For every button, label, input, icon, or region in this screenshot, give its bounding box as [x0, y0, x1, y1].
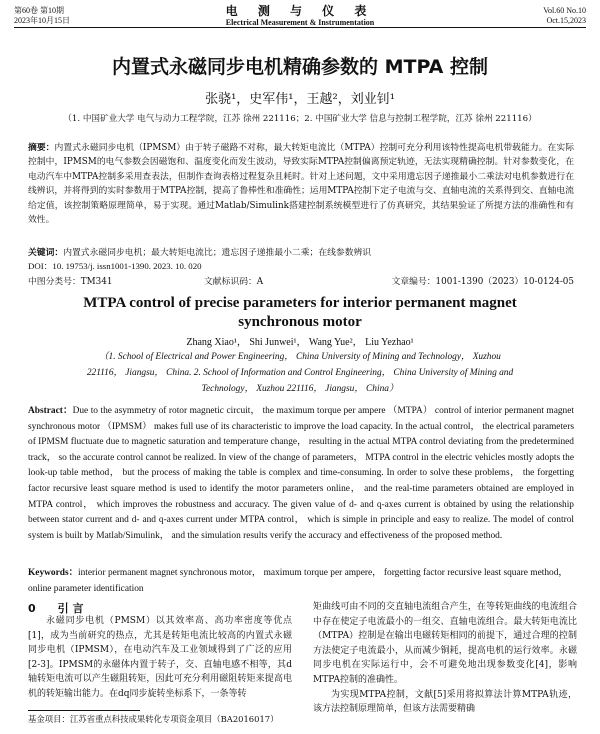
journal-header-center	[0, 4, 600, 28]
funding-note: 基金项目：江苏省重点科技成果转化专项资金项目（BA2016017）	[28, 714, 279, 724]
keywords-en-label: Keywords：	[28, 568, 78, 578]
article-number: 文章编号：1001-1390（2023）10-0124-05	[391, 277, 574, 287]
clc-number: 中图分类号：TM341	[28, 277, 113, 287]
abstract-zh-text: 内置式永磁同步电机（IPMSM）由于转子磁路不对称，最大转矩电流比（MTPA）控制可充分利用该特性提高电机带载能力。在实际控制中，IPMSM的电气参数会因磁饱和、温度变化而发生波动，导致实际MTPA控制偏离预定轨迹，无法实现精确控制。针对参数变化，在电动汽车中MTPA控制多采用查表法，但制作查询表格过程复杂且耗时。针对上述问题，文中采用遗忘因子递推最小二乘法对电机参数进行在线辨识，并将得到的实时参数用于MTPA控制，提高了鲁棒性和准确性；运用MTPA控制下定子电流与交、直轴电流的关系得到交、直轴电流给定值，该控制策略原理简单，易于实现。通过Matlab/Simulink搭建控制系统模型进行了仿真研究，其结果验证了所提方法的准确性和有效性。	[28, 143, 574, 226]
date-zh: 2023年10月15日	[14, 16, 70, 25]
abstract-en-text: Due to the asymmetry of rotor magnetic circuit， the maximum torque per ampere （MTPA） control of interior permanent magnet synchronous motor （IPMSM） makes full use of its characteristic to improve the load capacity. In the actual control， the electrical parameters of IPMSM fluctuate due to magnetic saturation and temperature change， resulting in the actual MTPA control deviating from the predetermined track， so the accurate control cannot be realized. In view of the change of parameters， MTPA control in the electric vehicles mostly adopts the look-up table method， but the process of making the table is complex and time-consuming. In order to solve these problems， the forgetting factor recursive least square method is used to identify the motor parameters online， and the real-time parameters obtained are employed in MTPA control， which improves the robustness and accuracy. The given value of d- and q-axes current is obtained by using the relationship between stator current and d- and q-axes current under MTPA control， which is simple in principle and easy to realize. The model of control system is built by Matlab/Simulink， and the simulation results verify the accuracy and effectiveness of the proposed method.	[28, 406, 575, 541]
abstract-en	[28, 404, 574, 544]
volume-issue-en: Vol.60 No.10	[543, 6, 586, 15]
intro-right-column	[313, 600, 577, 717]
section-title: 引 言	[57, 602, 84, 615]
section-number: 0	[28, 602, 36, 615]
keywords-zh-label: 关键词：	[28, 248, 64, 258]
abstract-en-label: Abstract：	[28, 406, 73, 416]
date-en: Oct.15,2023	[546, 16, 586, 25]
paper-title-en	[0, 294, 600, 332]
doi: DOI：10. 19753/j. issn1001-1390. 2023. 10. 020	[28, 261, 202, 271]
intro-right-paragraph-1: 矩曲线可由不同的交直轴电流组合产生，在等转矩曲线的电流组合中存在使定子电流最小的一组交、直轴电流组合。最大转矩电流比（MTPA）控制是在输出电磁转矩相同的前提下，通过合理的控制方法使定子电流最小，从而减少铜耗，提高电机的运行效率。永磁同步电机在实际运行中，会不可避免地出现参数变化[4]，影响MTPA控制的准确性。	[313, 602, 577, 685]
keywords-en-text: interior permanent magnet synchronous motor， maximum torque per ampere， forgetting factor recursive least square method， online parameter identification	[28, 568, 568, 594]
keywords-zh-text: 内置式永磁同步电机；最大转矩电流比；遗忘因子递推最小二乘；在线参数辨识	[63, 248, 372, 258]
journal-name-en: Electrical Measurement & Instrumentation	[225, 18, 375, 27]
authors-en: Zhang Xiao¹， Shi Junwei¹， Wang Yue²， Liu Yezhao¹	[186, 337, 414, 348]
paper-title-en-line1: MTPA control of precise parameters for interior permanent magnet	[83, 295, 517, 311]
paper-title-zh: 内置式永磁同步电机精确参数的 MTPA 控制	[112, 56, 488, 78]
abstract-zh	[28, 141, 574, 227]
keywords-en	[28, 566, 574, 597]
intro-left-column: 永磁同步电机（PMSM）以其效率高、高功率密度等优点[1]，成为当前研究的热点，尤其是转矩电流比较高的内置式永磁同步电机（IPMSM），在电动汽车及工业领域得到了广泛的应用[2-3]。IPMSM的永磁体内置于转子，交、直轴电感不相等，其d轴转矩电流可以产生磁阻转矩，因此可充分利用磁阻转矩来提高电机的转矩输出能力。在dq同步旋转坐标系下，一条等转	[28, 616, 292, 699]
journal-name-zh: 电 测 与 仪 表	[225, 4, 375, 18]
journal-header-right	[543, 6, 586, 26]
affiliation-zh: （1. 中国矿业大学 电气与动力工程学院，江苏 徐州 221116；2. 中国矿业大学 信息与控制工程学院，江苏 徐州 221116）	[63, 114, 537, 124]
intro-right-paragraph-2: 为实现MTPA控制，文献[5]采用将拟算法计算MTPA轨迹，该方法控制原理简单，但该方法需要精确	[313, 689, 577, 715]
header-rule	[14, 27, 586, 28]
paper-title-en-line2: synchronous motor	[238, 314, 362, 330]
footnote-rule	[28, 710, 140, 711]
affiliation-en: （1. School of Electrical and Power Engineering， China University of Mining and Technology， Xuzhou 221116， Jiangsu， China. 2. School of Information and Control Engineering， China University of Mining and Technology， Xuzhou 221116， Jiangsu， China）	[86, 352, 514, 394]
keywords-zh	[28, 246, 574, 260]
volume-issue-zh: 第60卷 第10期	[14, 6, 64, 15]
document-code: 文献标识码：A	[204, 277, 264, 287]
abstract-zh-label: 摘要：	[28, 143, 55, 153]
authors-zh: 张骁¹，史军伟¹，王越²，刘业钊¹	[205, 92, 395, 107]
